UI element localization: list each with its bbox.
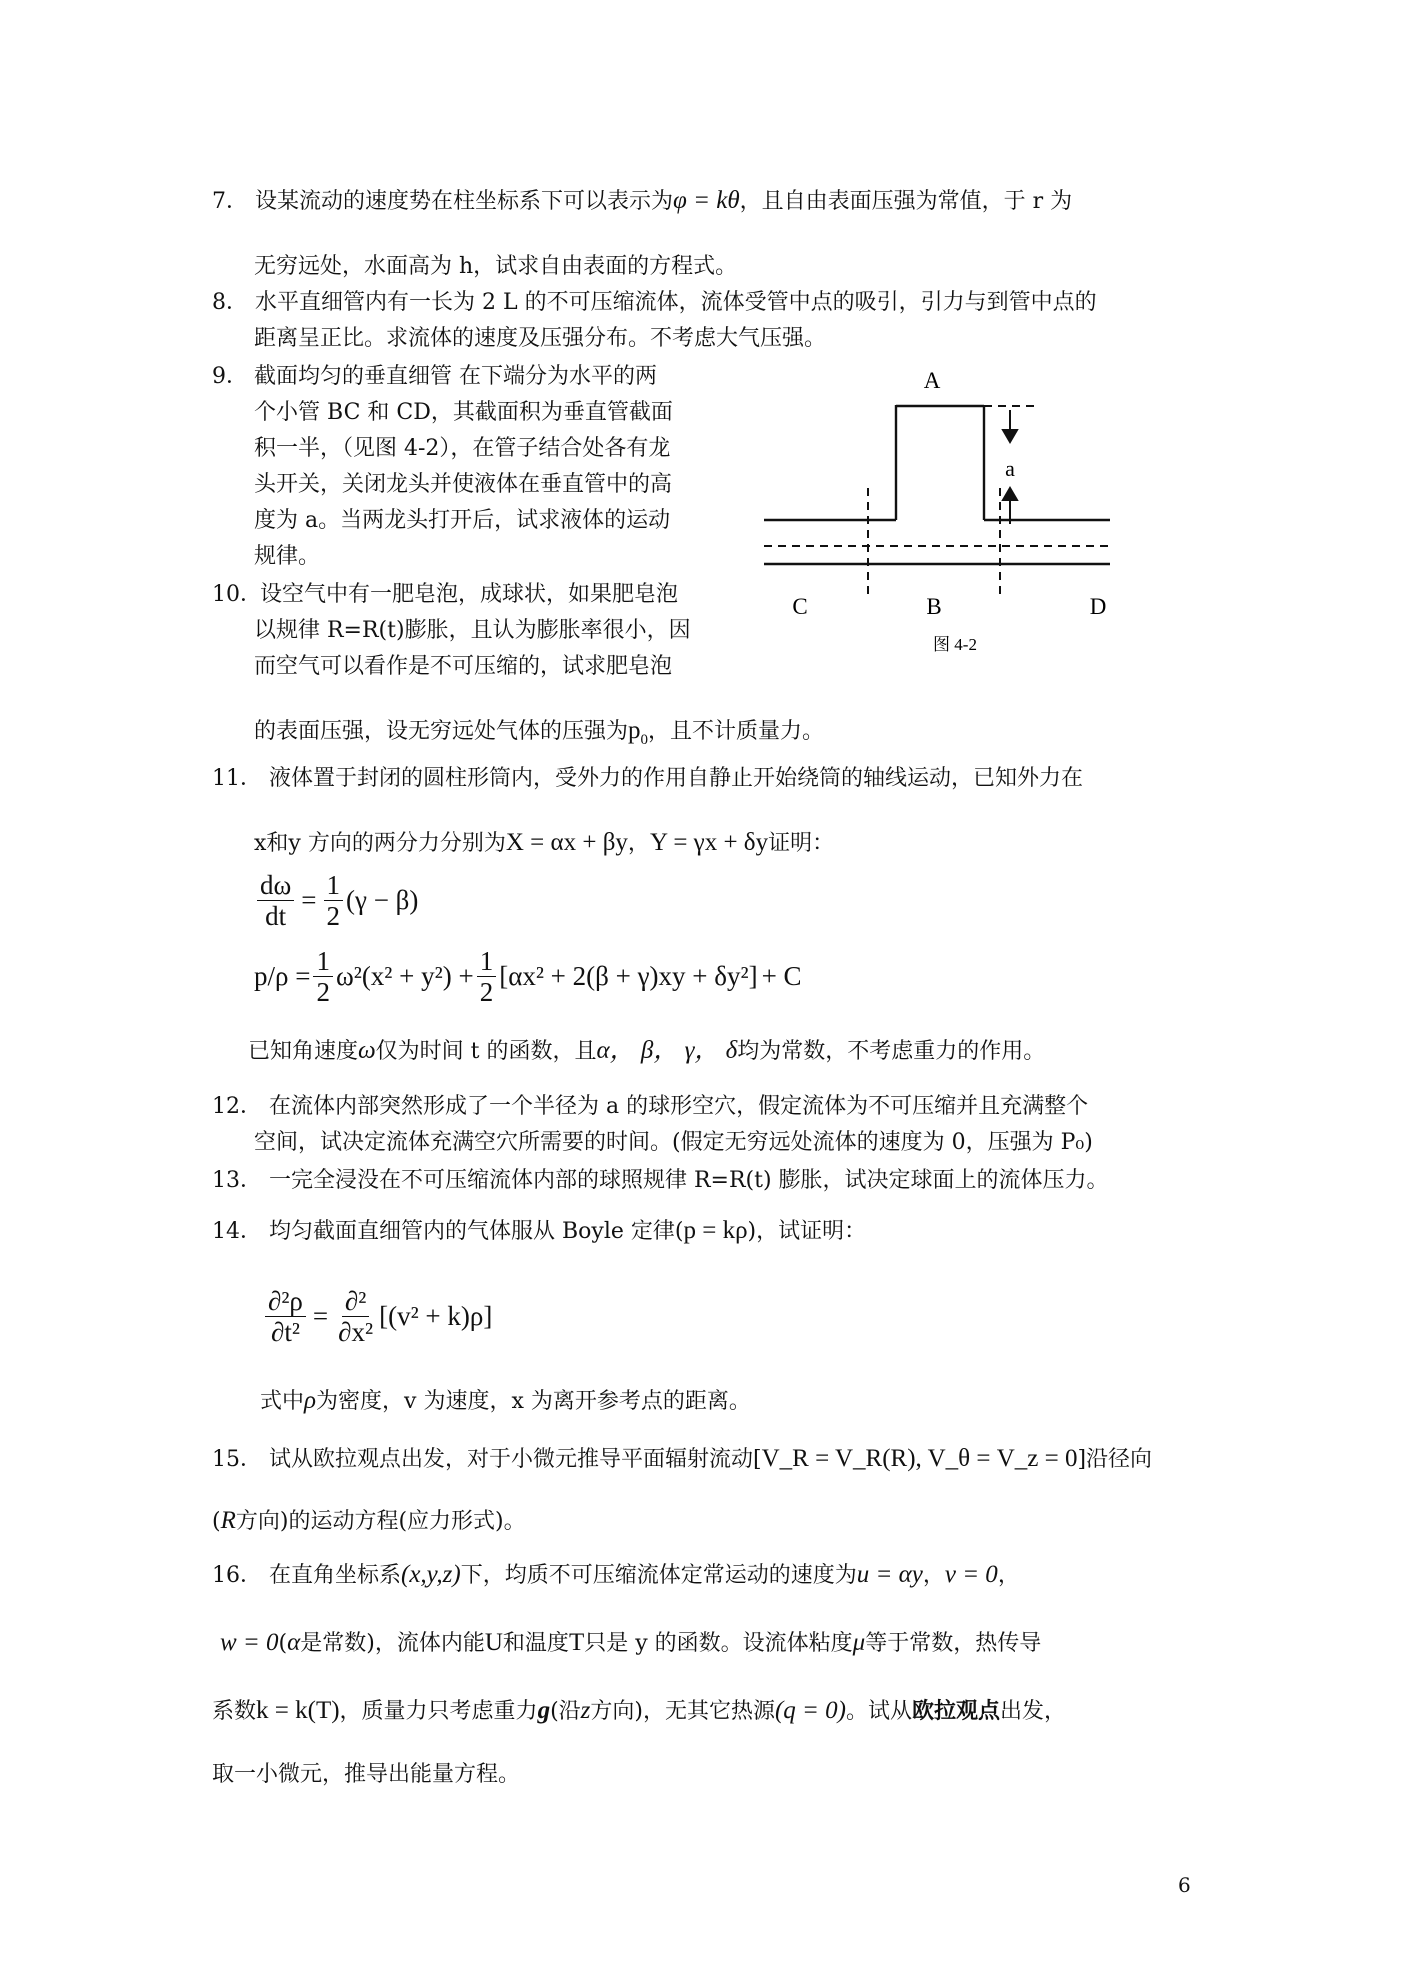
problem-9-line-5: 度为 a。当两龙头打开后，试求液体的运动 [254,508,671,533]
problem-8-line-1: 8． 水平直细管内有一长为 2 L 的不可压缩流体，流体受管中点的吸引，引力与到管中点的 [212,290,1097,315]
problem-11-line-1: 11． 液体置于封闭的圆柱形筒内，受外力的作用自静止开始绕筒的轴线运动，已知外力在 [212,766,1084,791]
problem-11-line-2: x和y 方向的两分力分别为X = αx + βy，Y = γx + δy证明： [254,829,835,856]
problem-7-line-2: 无穷远处，水面高为 h，试求自由表面的方程式。 [254,254,738,279]
problem-16-line-3: 系数k = k(T)，质量力只考虑重力g(沿z方向)，无其它热源(q = 0)。试从欧拉观点出发， [212,1697,1067,1724]
problem-16-line-1: 16． 在直角坐标系(x,y,z)下，均质不可压缩流体定常运动的速度为u = αy，v = 0， [212,1561,1020,1588]
problem-9-line-2: 个小管 BC 和 CD，其截面积为垂直管截面 [254,400,673,425]
equation-domega-dt: $\frac{d\omega}{dt}$ = $\frac{1}{2}$ (γ − β) [254,870,418,931]
problem-12-line-1: 12． 在流体内部突然形成了一个半径为 a 的球形空穴，假定流体为不可压缩并且充满整个 [212,1094,1089,1119]
problem-10-line-2: 以规律 R=R(t)膨胀，且认为膨胀率很小，因 [254,618,691,643]
math-radial-flow: V_R = V_R(R), V_θ = V_z = 0 [761,1445,1078,1472]
arrow-up-head [1003,488,1017,500]
problem-10-line-3: 而空气可以看作是不可压缩的，试求肥皂泡 [254,654,673,679]
label-C: C [792,594,808,619]
math-boyle-law: p = kρ [683,1217,748,1244]
problem-13-line-1: 13． 一完全浸没在不可压缩流体内部的球照规律 R=R(t) 膨胀，试决定球面上的流体压力。 [212,1168,1109,1193]
label-D: D [1089,594,1107,619]
problem-9-line-6: 规律。 [254,544,321,569]
problem-7-number: 7． [212,189,248,214]
equation-wave: $\frac{\text{∂²ρ}}{\text{∂t²}}$ = $\frac{\text{∂²}}{\text{∂x²}}$ [(v² + k)ρ] [262,1286,492,1347]
problem-8-line-2: 距离呈正比。求流体的速度及压强分布。不考虑大气压强。 [254,326,827,351]
problem-14-line-1: 14． 均匀截面直细管内的气体服从 Boyle 定律(p = kρ)，试证明： [212,1217,867,1244]
math-phi-ktheta: φ = kθ [673,187,740,214]
math-X-force: X = αx + βy [505,829,628,856]
problem-9-line-1: 截面均匀的垂直细管 在下端分为水平的两 [254,364,657,389]
problem-15-line-1: 15． 试从欧拉观点出发，对于小微元推导平面辐射流动[V_R = V_R(R), V_θ = V_z = 0]沿径向 [212,1445,1153,1472]
page-number: 6 [1178,1873,1191,1897]
problem-16-number: 16． [212,1563,262,1588]
problem-11-number: 11． [212,766,262,791]
problem-9-line-3: 积一半，（见图 4-2），在管子结合处各有龙 [254,436,671,461]
bold-euler-viewpoint: 欧拉观点 [912,1698,1001,1724]
problem-15-number: 15． [212,1447,262,1472]
problem-9-number: 9． [212,364,248,389]
problem-16-line-4: 取一小微元，推导出能量方程。 [212,1762,521,1787]
label-A: A [923,368,941,393]
problem-7-line-1: 7． 设某流动的速度势在柱坐标系下可以表示为φ = kθ，且自由表面压强为常值，于 r 为 [212,187,1073,214]
problem-13-number: 13． [212,1168,262,1193]
problem-12-line-2: 空间，试决定流体充满空穴所需要的时间。(假定无穷远处流体的速度为 0，压强为 P₀) [254,1130,1093,1155]
problem-11-line-3: 已知角速度ω仅为时间 t 的函数，且α， β， γ， δ均为常数，不考虑重力的作用。 [248,1037,1046,1064]
math-Y-force: Y = γx + δy [649,829,769,856]
problem-10-line-1: 设空气中有一肥皂泡，成球状，如果肥皂泡 [260,582,679,607]
equation-pressure: p/ρ = $\frac{1}{2}$ ω²(x² + y²) + $\frac{1}{2}$ [αx² + 2(β + γ)xy + δy²] + C [254,946,802,1007]
problem-9-line-4: 头开关，关闭龙头并使液体在垂直管中的高 [254,472,673,497]
problem-10-line-4: 的表面压强，设无穷远处气体的压强为$p_0$，且不计质量力。 [254,717,825,748]
math-greek-constants: α， β， γ， δ [596,1037,738,1064]
problem-14-line-2: 式中ρ为密度，v 为速度，x 为离开参考点的距离。 [260,1387,751,1414]
problem-10-number: 10． [212,582,262,607]
problem-15-line-2: (R方向)的运动方程(应力形式)。 [212,1507,526,1534]
label-a: a [1005,456,1015,481]
arrow-down-head [1003,430,1017,442]
problem-12-number: 12． [212,1094,262,1119]
figure-caption: 图 4-2 [933,635,977,654]
math-p0: $p_0$ [628,717,649,748]
problem-14-number: 14． [212,1219,262,1244]
problem-8-number: 8． [212,290,248,315]
label-B: B [926,594,942,619]
figure-4-2-pipe-diagram [760,360,1120,660]
problem-16-line-2: w = 0(α是常数)，流体内能U和温度T只是 y 的函数。设流体粘度μ等于常数，热传导 [220,1629,1042,1656]
